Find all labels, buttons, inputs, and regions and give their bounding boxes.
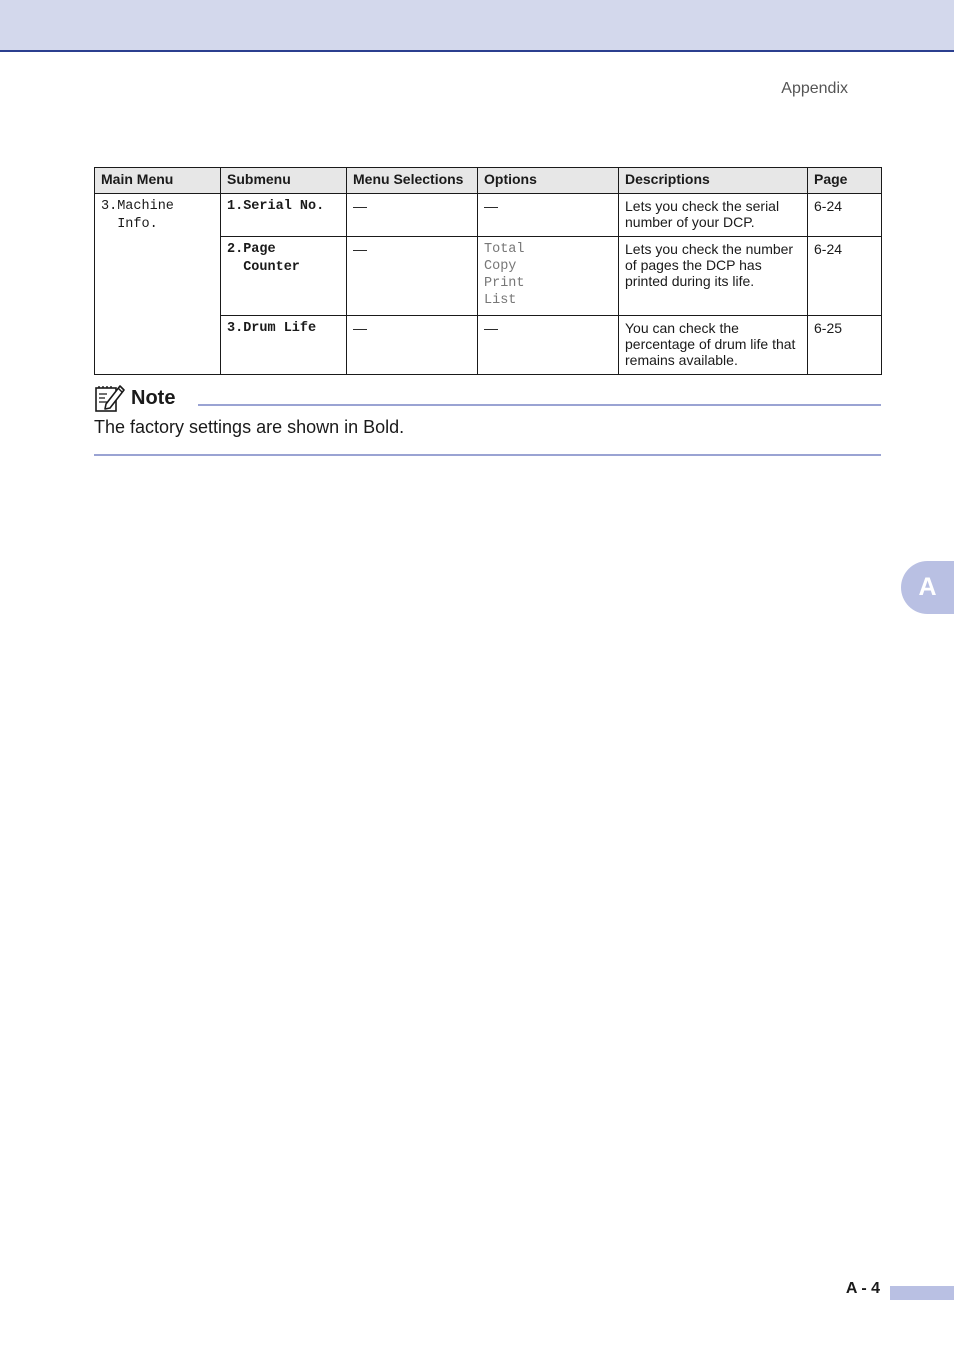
main-menu-cell — [95, 194, 221, 375]
page-number-bar — [890, 1286, 954, 1300]
options-cell — [478, 194, 619, 237]
option-item: Copy — [484, 259, 517, 274]
note-bottom-divider — [94, 454, 881, 456]
column-header: Main Menu — [95, 168, 221, 194]
page-number: A - 4 — [845, 1280, 880, 1297]
section-label: Appendix — [781, 80, 848, 97]
note-box — [94, 382, 881, 458]
options-cell — [478, 316, 619, 375]
selection-cell — [347, 316, 478, 375]
submenu-label: 3.Drum Life — [227, 321, 317, 336]
option-item: Print — [484, 276, 525, 291]
page-cell: 6-25 — [808, 316, 882, 375]
column-header: Options — [478, 168, 619, 194]
column-header: Menu Selections — [347, 168, 478, 194]
selection-value: — — [353, 241, 367, 257]
option-item: Total — [484, 242, 525, 257]
page-cell: 6-24 — [808, 194, 882, 237]
description-cell: You can check the percentage of drum life that remains available. — [619, 316, 808, 375]
note-text: The factory settings are shown in Bold. — [94, 417, 405, 437]
column-header: Submenu — [221, 168, 347, 194]
column-header: Descriptions — [619, 168, 808, 194]
chapter-tab-letter: A — [918, 573, 937, 601]
submenu-label: 2.Page Counter — [227, 242, 300, 275]
options-cell — [478, 237, 619, 316]
option-item: List — [484, 293, 517, 308]
submenu-cell — [221, 194, 347, 237]
note-pencil-icon — [94, 382, 126, 414]
column-header: Page — [808, 168, 882, 194]
chapter-tab — [901, 561, 954, 614]
option-value: — — [484, 198, 498, 214]
description-cell: Lets you check the number of pages the DCP has printed during its life. — [619, 237, 808, 316]
header-band — [0, 0, 954, 52]
selection-value: — — [353, 320, 367, 336]
option-value: — — [484, 320, 498, 336]
selection-cell — [347, 237, 478, 316]
menu-table — [94, 167, 882, 375]
main-menu-label: 3.Machine Info. — [101, 199, 174, 232]
page-cell: 6-24 — [808, 237, 882, 316]
note-title: Note — [131, 387, 176, 409]
table-row — [95, 194, 882, 237]
selection-value: — — [353, 198, 367, 214]
submenu-label: 1.Serial No. — [227, 199, 325, 214]
submenu-cell — [221, 316, 347, 375]
note-divider — [198, 404, 881, 406]
submenu-cell — [221, 237, 347, 316]
description-cell: Lets you check the serial number of your DCP. — [619, 194, 808, 237]
table-header-row — [95, 168, 882, 194]
selection-cell — [347, 194, 478, 237]
